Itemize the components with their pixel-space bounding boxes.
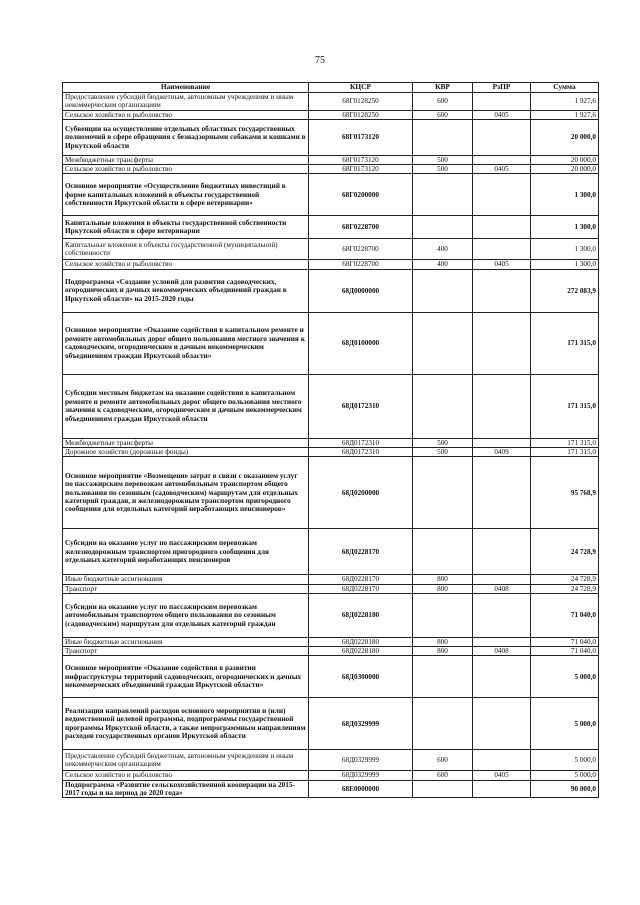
cell-sum: 71 040,0 <box>531 637 599 646</box>
cell-kcsr: 68Д0200000 <box>309 457 413 529</box>
cell-rzpr <box>473 575 531 584</box>
cell-sum: 5 000,0 <box>531 698 599 750</box>
cell-sum: 1 300,0 <box>531 260 599 269</box>
cell-kcsr: 68Д0172310 <box>309 438 413 447</box>
cell-name: Капитальные вложения в объекты государственной (муниципальной) собственности <box>63 239 309 260</box>
cell-name: Основное мероприятие «Осуществление бюджетных инвестиций в форме капитальных вложений в объекты государственной собственности Иркутской области в сфере ветеринарии» <box>63 174 309 216</box>
table-row <box>63 312 599 374</box>
cell-kcsr: 68Д0329999 <box>309 698 413 750</box>
cell-name: Реализация направлений расходов основного мероприятия и (или) ведомственной целевой программы, подпрограммы государственной программы Иркутской области, а также непрограммным направлениям расходов государственных органов Иркутской области <box>63 698 309 750</box>
cell-kcsr: 68Д0228180 <box>309 637 413 646</box>
header-kvr: КВР <box>413 83 473 93</box>
cell-kvr: 600 <box>413 771 473 780</box>
cell-rzpr: 0405 <box>473 771 531 780</box>
cell-kvr: 500 <box>413 438 473 447</box>
cell-rzpr <box>473 656 531 698</box>
cell-sum: 71 040,0 <box>531 647 599 656</box>
cell-name: Межбюджетные трансферты <box>63 155 309 164</box>
cell-rzpr: 0405 <box>473 110 531 119</box>
cell-rzpr: 0405 <box>473 260 531 269</box>
cell-kcsr: 68Г0228700 <box>309 260 413 269</box>
table-row <box>63 647 599 656</box>
cell-name: Сельское хозяйство и рыболовство <box>63 165 309 174</box>
cell-sum: 1 300,0 <box>531 216 599 239</box>
cell-kcsr: 68Г0228700 <box>309 239 413 260</box>
cell-rzpr <box>473 119 531 155</box>
cell-sum: 171 315,0 <box>531 312 599 374</box>
cell-name: Иные бюджетные ассигнования <box>63 575 309 584</box>
cell-sum: 1 927,6 <box>531 110 599 119</box>
table-row <box>63 260 599 269</box>
cell-name: Подпрограмма «Создание условий для развития садоводческих, огороднических и дачных некоммерческих объединений граждан в Иркутской области» на 2015-2020 годы <box>63 269 309 312</box>
cell-rzpr <box>473 374 531 438</box>
cell-sum: 171 315,0 <box>531 447 599 456</box>
cell-rzpr <box>473 750 531 771</box>
cell-name: Основное мероприятие «Оказание содействия в развитии инфраструктуры территорий садоводческих, огороднических и дачных некоммерческих объединений граждан Иркутской области» <box>63 656 309 698</box>
cell-kvr <box>413 312 473 374</box>
cell-sum: 5 000,0 <box>531 771 599 780</box>
cell-kvr: 800 <box>413 575 473 584</box>
cell-kcsr: 68Г0173120 <box>309 155 413 164</box>
header-name: Наименование <box>63 83 309 93</box>
cell-sum: 24 728,9 <box>531 529 599 575</box>
table-row <box>63 269 599 312</box>
cell-kcsr: 68Д0100000 <box>309 312 413 374</box>
cell-name: Транспорт <box>63 584 309 593</box>
table-row <box>63 698 599 750</box>
cell-rzpr <box>473 698 531 750</box>
cell-kvr <box>413 529 473 575</box>
table-body <box>63 93 599 798</box>
table-row <box>63 119 599 155</box>
cell-name: Дорожное хозяйство (дорожные фонды) <box>63 447 309 456</box>
table-row <box>63 593 599 637</box>
cell-name: Основное мероприятие «Оказание содействия в капитальном ремонте и ремонте автомобильных дорог общего пользования местного значения к садоводческим, огородническим и дачным некоммерческим объединениям граждан Иркутской области» <box>63 312 309 374</box>
cell-sum: 171 315,0 <box>531 438 599 447</box>
cell-name: Сельское хозяйство и рыболовство <box>63 260 309 269</box>
cell-rzpr: 0405 <box>473 165 531 174</box>
table-row <box>63 216 599 239</box>
cell-kcsr: 68Г0200000 <box>309 174 413 216</box>
table-row <box>63 771 599 780</box>
cell-rzpr <box>473 269 531 312</box>
table-row <box>63 529 599 575</box>
cell-kcsr: 68Д0172310 <box>309 374 413 438</box>
cell-kvr: 600 <box>413 750 473 771</box>
table-row <box>63 374 599 438</box>
cell-kvr <box>413 119 473 155</box>
table-row <box>63 457 599 529</box>
cell-rzpr: 0408 <box>473 647 531 656</box>
cell-rzpr <box>473 216 531 239</box>
table-row <box>63 239 599 260</box>
cell-kvr: 600 <box>413 110 473 119</box>
cell-rzpr <box>473 438 531 447</box>
cell-kvr: 500 <box>413 447 473 456</box>
cell-kcsr: 68Е0000000 <box>309 780 413 798</box>
table-row <box>63 174 599 216</box>
cell-kcsr: 68Д0300000 <box>309 656 413 698</box>
table-row <box>63 656 599 698</box>
cell-kvr <box>413 269 473 312</box>
cell-kvr: 800 <box>413 637 473 646</box>
cell-kcsr: 68Г0173120 <box>309 119 413 155</box>
table-row <box>63 110 599 119</box>
cell-name: Капитальные вложения в объекты государственной собственности Иркутской области в сфере ветеринарии <box>63 216 309 239</box>
cell-kvr <box>413 174 473 216</box>
cell-sum: 1 927,6 <box>531 93 599 111</box>
cell-kvr <box>413 457 473 529</box>
cell-kvr <box>413 216 473 239</box>
cell-kcsr: 68Г0128250 <box>309 110 413 119</box>
cell-name: Субсидии на оказание услуг по пассажирским перевозкам железнодорожным транспортом пригородного сообщения для отдельных категорий неработающих пенсионеров <box>63 529 309 575</box>
cell-kvr <box>413 780 473 798</box>
cell-kvr: 400 <box>413 260 473 269</box>
cell-name: Субвенции на осуществление отдельных областных государственных полномочий в сфере обращения с безнадзорными собаками и кошками в Иркутской области <box>63 119 309 155</box>
cell-name: Субсидии местным бюджетам на оказание содействия в капитальном ремонте и ремонте автомобильных дорог общего пользования местного значения к садоводческим, огородническим и дачным некоммерческим объединениям граждан Иркутской области <box>63 374 309 438</box>
cell-sum: 20 000,0 <box>531 155 599 164</box>
cell-kcsr: 68Г0173120 <box>309 165 413 174</box>
cell-rzpr: 0409 <box>473 447 531 456</box>
cell-sum: 1 300,0 <box>531 174 599 216</box>
table-row <box>63 438 599 447</box>
cell-name: Предоставление субсидий бюджетным, автономным учреждениям и иным некоммерческим организациям <box>63 750 309 771</box>
cell-name: Межбюджетные трансферты <box>63 438 309 447</box>
cell-kvr <box>413 656 473 698</box>
table-row <box>63 155 599 164</box>
cell-kvr: 500 <box>413 165 473 174</box>
cell-sum: 24 728,9 <box>531 575 599 584</box>
cell-rzpr <box>473 174 531 216</box>
table-row <box>63 780 599 798</box>
cell-rzpr <box>473 780 531 798</box>
cell-rzpr <box>473 457 531 529</box>
cell-rzpr <box>473 312 531 374</box>
cell-rzpr <box>473 155 531 164</box>
cell-kvr: 800 <box>413 584 473 593</box>
cell-name: Субсидии на оказание услуг по пассажирским перевозкам автомобильным транспортом общего пользования по сезонным (садоводческим) маршрутам для отдельных категорий граждан <box>63 593 309 637</box>
cell-kvr <box>413 698 473 750</box>
cell-sum: 90 000,0 <box>531 780 599 798</box>
cell-sum: 20 000,0 <box>531 165 599 174</box>
cell-kvr <box>413 593 473 637</box>
cell-rzpr <box>473 593 531 637</box>
cell-rzpr <box>473 239 531 260</box>
cell-kcsr: 68Г0128250 <box>309 93 413 111</box>
cell-rzpr <box>473 529 531 575</box>
cell-sum: 5 000,0 <box>531 750 599 771</box>
cell-kcsr: 68Д0228170 <box>309 584 413 593</box>
cell-sum: 1 300,0 <box>531 239 599 260</box>
cell-kcsr: 68Д0172310 <box>309 447 413 456</box>
cell-sum: 171 315,0 <box>531 374 599 438</box>
cell-kvr: 600 <box>413 93 473 111</box>
cell-kvr: 800 <box>413 647 473 656</box>
cell-rzpr <box>473 93 531 111</box>
cell-name: Транспорт <box>63 647 309 656</box>
cell-kcsr: 68Д0228180 <box>309 647 413 656</box>
cell-name: Предоставление субсидий бюджетным, автономным учреждениям и иным некоммерческим организациям <box>63 93 309 111</box>
cell-kvr: 500 <box>413 155 473 164</box>
table-row <box>63 575 599 584</box>
cell-kcsr: 68Д0329999 <box>309 750 413 771</box>
cell-sum: 20 000,0 <box>531 119 599 155</box>
cell-sum: 272 083,9 <box>531 269 599 312</box>
header-kcsr: КЦСР <box>309 83 413 93</box>
cell-kcsr: 68Д0228180 <box>309 593 413 637</box>
cell-kcsr: 68Д0000000 <box>309 269 413 312</box>
header-rzpr: РзПР <box>473 83 531 93</box>
cell-sum: 24 728,9 <box>531 584 599 593</box>
page-number: 75 <box>315 55 325 66</box>
cell-sum: 71 040,0 <box>531 593 599 637</box>
cell-kcsr: 68Д0228170 <box>309 575 413 584</box>
cell-name: Иные бюджетные ассигнования <box>63 637 309 646</box>
table-row <box>63 750 599 771</box>
cell-kvr <box>413 374 473 438</box>
table-row <box>63 637 599 646</box>
table-row <box>63 447 599 456</box>
cell-rzpr: 0408 <box>473 584 531 593</box>
cell-name: Сельское хозяйство и рыболовство <box>63 110 309 119</box>
cell-name: Основное мероприятие «Возмещение затрат в связи с оказанием услуг по пассажирским перевозкам автомобильным транспортом общего пользования по сезонным (садоводческим) маршрутам для отдельных категорий граждан, и железнодорожным транспортом пригородного сообщения для отдельных категорий неработающих пенсионеров» <box>63 457 309 529</box>
cell-sum: 5 000,0 <box>531 656 599 698</box>
budget-table <box>62 82 599 798</box>
cell-name: Сельское хозяйство и рыболовство <box>63 771 309 780</box>
cell-rzpr <box>473 637 531 646</box>
header-row <box>63 83 599 93</box>
cell-kcsr: 68Г0228700 <box>309 216 413 239</box>
cell-kcsr: 68Д0228170 <box>309 529 413 575</box>
table-row <box>63 165 599 174</box>
cell-sum: 95 768,9 <box>531 457 599 529</box>
table-row <box>63 584 599 593</box>
cell-name: Подпрограмма «Развитие сельскохозяйственной кооперации на 2015-2017 годы и на период до 2020 года» <box>63 780 309 798</box>
cell-kvr: 400 <box>413 239 473 260</box>
header-sum: Сумма <box>531 83 599 93</box>
table-row <box>63 93 599 111</box>
cell-kcsr: 68Д0329999 <box>309 771 413 780</box>
